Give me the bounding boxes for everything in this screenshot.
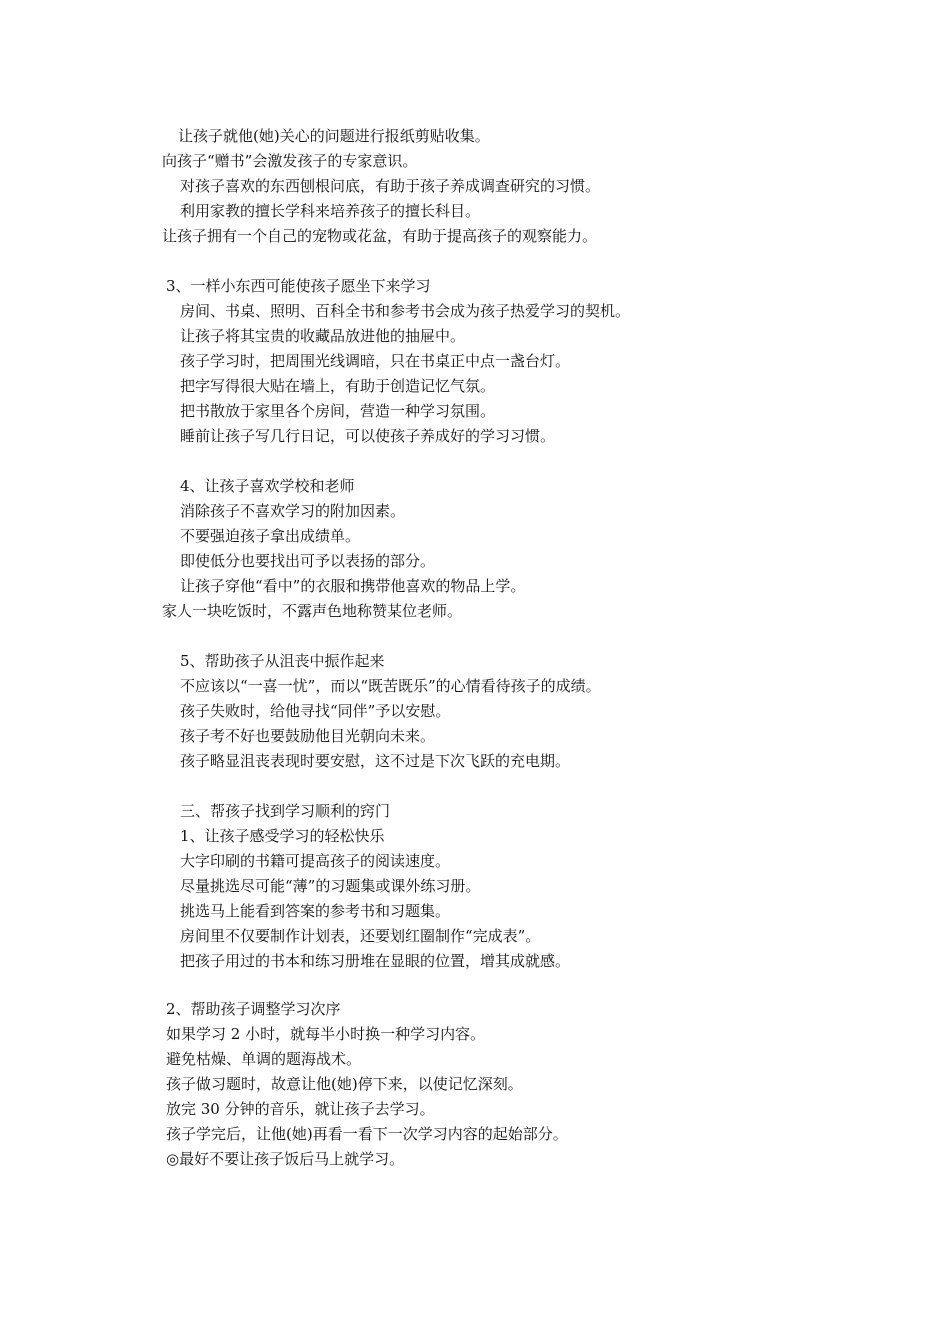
section-heading: 1、让孩子感受学习的轻松快乐 — [180, 827, 385, 845]
text-line: 消除孩子不喜欢学习的附加因素。 — [180, 502, 406, 520]
text-line: 把孩子用过的书本和练习册堆在显眼的位置，增其成就感。 — [180, 952, 571, 970]
text-line: 尽量挑选尽可能“薄”的习题集或课外练习册。 — [180, 877, 481, 895]
chapter-heading: 三、帮孩子找到学习顺利的窍门 — [180, 802, 391, 820]
section-heading: 3、一样小东西可能使孩子愿坐下来学习 — [166, 277, 431, 295]
text-line: 让孩子就他(她)关心的问题进行报纸剪贴收集。 — [178, 127, 490, 145]
text-line: 即使低分也要找出可予以表扬的部分。 — [180, 552, 436, 570]
text-line: 放完 30 分钟的音乐，就让孩子去学习。 — [166, 1100, 435, 1118]
text-line: 把书散放于家里各个房间，营造一种学习氛围。 — [180, 402, 496, 420]
text-line: 家人一块吃饭时，不露声色地称赞某位老师。 — [162, 602, 463, 620]
text-line: 让孩子拥有一个自己的宠物或花盆，有助于提高孩子的观察能力。 — [162, 227, 598, 245]
text-line: 孩子学完后，让他(她)再看一看下一次学习内容的起始部分。 — [166, 1125, 568, 1143]
text-line: 孩子略显沮丧表现时要安慰，这不过是下次飞跃的充电期。 — [180, 752, 571, 770]
section-heading: 2、帮助孩子调整学习次序 — [166, 1000, 341, 1018]
section-heading: 5、帮助孩子从沮丧中振作起来 — [180, 652, 385, 670]
text-line: 挑选马上能看到答案的参考书和习题集。 — [180, 902, 451, 920]
text-line: 房间、书桌、照明、百科全书和参考书会成为孩子热爱学习的契机。 — [180, 302, 631, 320]
text-line: 孩子考不好也要鼓励他目光朝向未来。 — [180, 727, 436, 745]
text-line: 大字印刷的书籍可提高孩子的阅读速度。 — [180, 852, 451, 870]
text-line: 利用家教的擅长学科来培养孩子的擅长科目。 — [180, 202, 481, 220]
text-line: 让孩子穿他“看中”的衣服和携带他喜欢的物品上学。 — [180, 577, 526, 595]
text-line: 房间里不仅要制作计划表，还要划红圈制作“完成表”。 — [180, 927, 541, 945]
text-line: ◎最好不要让孩子饭后马上就学习。 — [166, 1150, 405, 1168]
text-line: 不应该以“一喜一忧”，而以“既苦既乐”的心情看待孩子的成绩。 — [180, 677, 601, 695]
text-line: 避免枯燥、单调的题海战术。 — [166, 1050, 362, 1068]
text-line: 向孩子“赠书”会激发孩子的专家意识。 — [162, 152, 418, 170]
text-line: 让孩子将其宝贵的收藏品放进他的抽屉中。 — [180, 327, 466, 345]
section-heading: 4、让孩子喜欢学校和老师 — [180, 477, 355, 495]
text-line: 把字写得很大贴在墙上，有助于创造记忆气氛。 — [180, 377, 496, 395]
text-line: 孩子做习题时，故意让他(她)停下来，以使记忆深刻。 — [166, 1075, 523, 1093]
text-line: 对孩子喜欢的东西刨根问底，有助于孩子养成调查研究的习惯。 — [180, 177, 601, 195]
text-line: 不要强迫孩子拿出成绩单。 — [180, 527, 361, 545]
text-line: 孩子学习时，把周围光线调暗，只在书桌正中点一盏台灯。 — [180, 352, 571, 370]
text-line: 睡前让孩子写几行日记，可以使孩子养成好的学习习惯。 — [180, 427, 556, 445]
text-line: 孩子失败时，给他寻找“同伴”予以安慰。 — [180, 702, 451, 720]
text-line: 如果学习 2 小时，就每半小时换一种学习内容。 — [166, 1025, 486, 1043]
